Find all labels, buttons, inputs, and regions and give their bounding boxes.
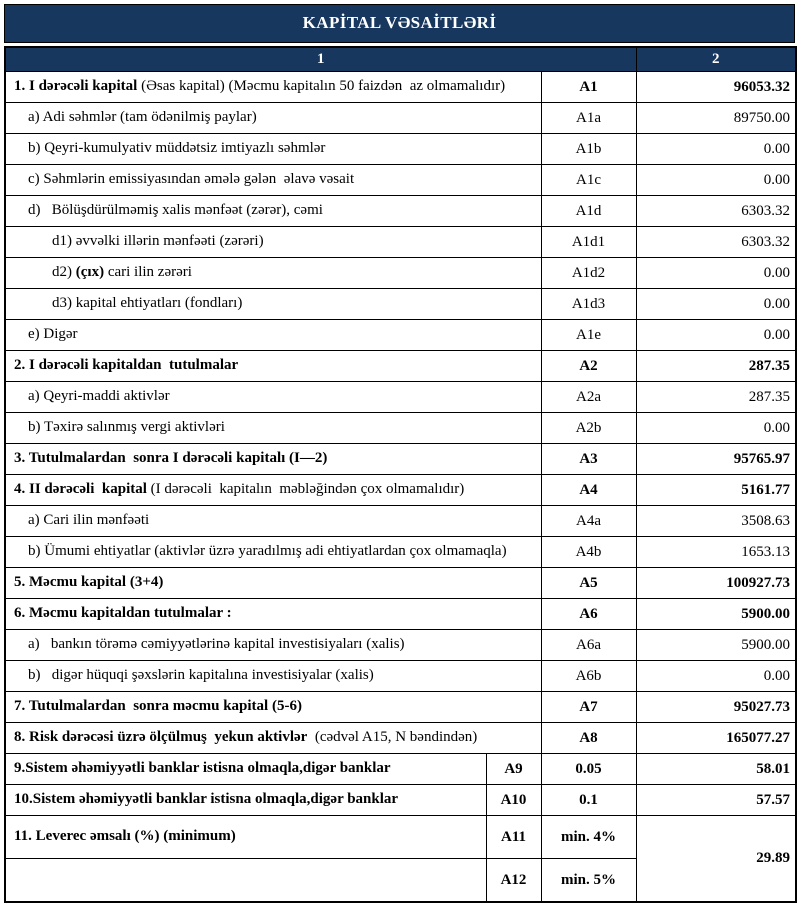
row-code: A4: [541, 475, 636, 506]
row-ratio: min. 5%: [541, 859, 636, 903]
row-label: d2) (çıx) cari ilin zərəri: [5, 258, 541, 289]
row-code: A3: [541, 444, 636, 475]
row-value: 0.00: [636, 661, 796, 692]
row-value: 0.00: [636, 413, 796, 444]
row-code: A8: [541, 723, 636, 754]
table-row: [5, 289, 796, 320]
row-label: a) Qeyri-maddi aktivlər: [5, 382, 541, 413]
table-row: [5, 72, 796, 103]
row-code: A1d3: [541, 289, 636, 320]
row-label: [5, 859, 486, 903]
table-row: [5, 382, 796, 413]
table-row: [5, 692, 796, 723]
table-row: [5, 413, 796, 444]
row-label: c) Səhmlərin emissiyasından əmələ gələn əlavə vəsait: [5, 165, 541, 196]
table-row: [5, 196, 796, 227]
table-row: [5, 661, 796, 692]
row-value: 0.00: [636, 320, 796, 351]
row-value: 5900.00: [636, 599, 796, 630]
table-title: KAPİTAL VƏSAİTLƏRİ: [4, 4, 795, 43]
table-row: [5, 568, 796, 599]
row-code: A4a: [541, 506, 636, 537]
row-label: 9.Sistem əhəmiyyətli banklar istisna olmaqla,digər banklar: [5, 754, 486, 785]
row-label: 6. Məcmu kapitaldan tutulmalar :: [5, 599, 541, 630]
row-label: d3) kapital ehtiyatları (fondları): [5, 289, 541, 320]
row-code: A2b: [541, 413, 636, 444]
row-code: A1: [541, 72, 636, 103]
row-code: A6: [541, 599, 636, 630]
table-row: [5, 351, 796, 382]
row-code: A2a: [541, 382, 636, 413]
table-row: [5, 816, 796, 859]
row-label: a) bankın törəmə cəmiyyətlərinə kapital investisiyaları (xalis): [5, 630, 541, 661]
table-row: [5, 475, 796, 506]
row-value: 95027.73: [636, 692, 796, 723]
row-value: 5900.00: [636, 630, 796, 661]
row-value: 6303.32: [636, 196, 796, 227]
row-value: 95765.97: [636, 444, 796, 475]
table-row: [5, 444, 796, 475]
row-value: 1653.13: [636, 537, 796, 568]
row-ratio: min. 4%: [541, 816, 636, 859]
row-value: 165077.27: [636, 723, 796, 754]
row-label: b) digər hüquqi şəxslərin kapitalına investisiyalar (xalis): [5, 661, 541, 692]
row-ratio: 0.1: [541, 785, 636, 816]
table-row: [5, 785, 796, 816]
row-value: 3508.63: [636, 506, 796, 537]
row-value: 57.57: [636, 785, 796, 816]
row-label: b) Ümumi ehtiyatlar (aktivlər üzrə yaradılmış adi ehtiyatlardan çox olmamaqla): [5, 537, 541, 568]
row-code: A1d2: [541, 258, 636, 289]
row-label: d1) əvvəlki illərin mənfəəti (zərəri): [5, 227, 541, 258]
row-value: 0.00: [636, 165, 796, 196]
row-label: e) Digər: [5, 320, 541, 351]
row-label: b) Qeyri-kumulyativ müddətsiz imtiyazlı səhmlər: [5, 134, 541, 165]
row-label: 2. I dərəcəli kapitaldan tutulmalar: [5, 351, 541, 382]
row-value: 0.00: [636, 258, 796, 289]
row-code: A1d: [541, 196, 636, 227]
column-header-1: 1: [5, 47, 636, 72]
row-code: A9: [486, 754, 541, 785]
table-row: [5, 537, 796, 568]
table-row: [5, 227, 796, 258]
table-row: [5, 103, 796, 134]
row-code: A6a: [541, 630, 636, 661]
row-code: A11: [486, 816, 541, 859]
row-value: 287.35: [636, 382, 796, 413]
row-label: 3. Tutulmalardan sonra I dərəcəli kapitalı (I—2): [5, 444, 541, 475]
row-value: 6303.32: [636, 227, 796, 258]
table-row: [5, 134, 796, 165]
table-row: [5, 320, 796, 351]
row-label: d) Bölüşdürülməmiş xalis mənfəət (zərər), cəmi: [5, 196, 541, 227]
table-row: [5, 165, 796, 196]
row-code: A10: [486, 785, 541, 816]
table-row: [5, 506, 796, 537]
row-label: 7. Tutulmalardan sonra məcmu kapital (5-6): [5, 692, 541, 723]
row-label: b) Təxirə salınmış vergi aktivləri: [5, 413, 541, 444]
row-code: A2: [541, 351, 636, 382]
row-code: A5: [541, 568, 636, 599]
row-code: A12: [486, 859, 541, 903]
row-value: 100927.73: [636, 568, 796, 599]
row-value: 0.00: [636, 134, 796, 165]
column-header-row: [5, 47, 796, 72]
row-code: A6b: [541, 661, 636, 692]
row-code: A4b: [541, 537, 636, 568]
row-value: 0.00: [636, 289, 796, 320]
row-value: 29.89: [636, 816, 796, 903]
row-code: A1c: [541, 165, 636, 196]
row-value: 89750.00: [636, 103, 796, 134]
table-row: [5, 754, 796, 785]
row-label: a) Cari ilin mənfəəti: [5, 506, 541, 537]
column-header-2: 2: [636, 47, 796, 72]
capital-funds-table: [4, 46, 797, 903]
table-row: [5, 599, 796, 630]
row-label: 8. Risk dərəcəsi üzrə ölçülmuş yekun aktivlər (cədvəl A15, N bəndindən): [5, 723, 541, 754]
row-code: A1e: [541, 320, 636, 351]
row-label: 4. II dərəcəli kapital (I dərəcəli kapitalın məbləğindən çox olmamalıdır): [5, 475, 541, 506]
table-row: [5, 630, 796, 661]
row-label: 5. Məcmu kapital (3+4): [5, 568, 541, 599]
row-value: 96053.32: [636, 72, 796, 103]
row-code: A1d1: [541, 227, 636, 258]
row-code: A1a: [541, 103, 636, 134]
row-value: 58.01: [636, 754, 796, 785]
row-label: 10.Sistem əhəmiyyətli banklar istisna olmaqla,digər banklar: [5, 785, 486, 816]
row-label: a) Adi səhmlər (tam ödənilmiş paylar): [5, 103, 541, 134]
row-ratio: 0.05: [541, 754, 636, 785]
table-row: [5, 723, 796, 754]
row-label: 11. Leverec əmsalı (%) (minimum): [5, 816, 486, 859]
table-row: [5, 258, 796, 289]
row-value: 5161.77: [636, 475, 796, 506]
row-code: A7: [541, 692, 636, 723]
row-label: 1. I dərəcəli kapital (Əsas kapital) (Məcmu kapitalın 50 faizdən az olmamalıdır): [5, 72, 541, 103]
row-code: A1b: [541, 134, 636, 165]
row-value: 287.35: [636, 351, 796, 382]
